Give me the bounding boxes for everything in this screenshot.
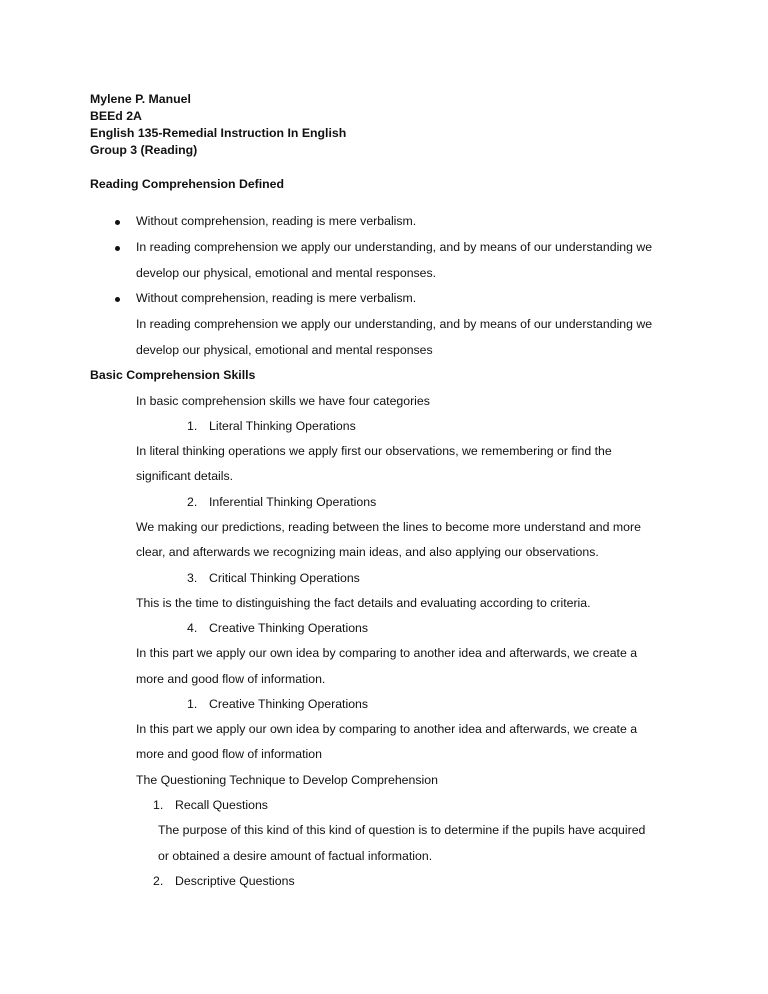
paragraph-line: clear, and afterwards we recognizing main ideas, and also applying our observations. <box>136 545 599 559</box>
bullet-line: Without comprehension, reading is mere verbalism. <box>136 291 417 305</box>
bullet-line: Without comprehension, reading is mere verbalism. <box>136 214 417 228</box>
questioning-heading: The Questioning Technique to Develop Comprehension <box>136 773 438 787</box>
list-item-number: 4. <box>187 621 198 635</box>
list-item-title: Inferential Thinking Operations <box>209 495 377 509</box>
list-item-title: Descriptive Questions <box>175 874 295 888</box>
list-item-number: 1. <box>187 419 198 433</box>
bullet-line: develop our physical, emotional and mental responses. <box>136 266 437 280</box>
list-item-title: Recall Questions <box>175 798 268 812</box>
bullet-line: In reading comprehension we apply our understanding, and by means of our understanding we <box>136 240 653 254</box>
section-heading-skills: Basic Comprehension Skills <box>90 368 256 382</box>
paragraph-line: more and good flow of information. <box>136 672 326 686</box>
paragraph-line: In this part we apply our own idea by comparing to another idea and afterwards, we create a <box>136 722 638 736</box>
group-label: Group 3 (Reading) <box>90 143 198 157</box>
skills-intro: In basic comprehension skills we have four categories <box>136 394 430 408</box>
author-name: Mylene P. Manuel <box>90 92 191 106</box>
paragraph-line: In literal thinking operations we apply first our observations, we remembering or find the <box>136 444 612 458</box>
bullet-line: In reading comprehension we apply our understanding, and by means of our understanding we <box>136 317 653 331</box>
list-item-title: Literal Thinking Operations <box>209 419 356 433</box>
list-item-number: 3. <box>187 571 198 585</box>
paragraph-line: The purpose of this kind of this kind of question is to determine if the pupils have acquired <box>158 823 646 837</box>
bullet-icon <box>115 220 120 225</box>
paragraph-line: significant details. <box>136 469 234 483</box>
bullet-icon <box>115 246 120 251</box>
class-section: BEEd 2A <box>90 109 142 123</box>
list-item-title: Critical Thinking Operations <box>209 571 360 585</box>
list-item-number: 1. <box>187 697 198 711</box>
list-item-number: 2. <box>187 495 198 509</box>
bullet-icon <box>115 297 120 302</box>
paragraph-line: or obtained a desire amount of factual information. <box>158 849 433 863</box>
section-heading-definition: Reading Comprehension Defined <box>90 177 285 191</box>
list-item-title: Creative Thinking Operations <box>209 621 369 635</box>
list-item-title: Creative Thinking Operations <box>209 697 369 711</box>
list-item-number: 1. <box>153 798 164 812</box>
paragraph-line: We making our predictions, reading between the lines to become more understand and more <box>136 520 641 534</box>
list-item-number: 2. <box>153 874 164 888</box>
paragraph-line: In this part we apply our own idea by comparing to another idea and afterwards, we create a <box>136 646 638 660</box>
paragraph-line: This is the time to distinguishing the fact details and evaluating according to criteria. <box>136 596 591 610</box>
course-title: English 135-Remedial Instruction In English <box>90 126 347 140</box>
bullet-line: develop our physical, emotional and mental responses <box>136 343 433 357</box>
paragraph-line: more and good flow of information <box>136 747 322 761</box>
